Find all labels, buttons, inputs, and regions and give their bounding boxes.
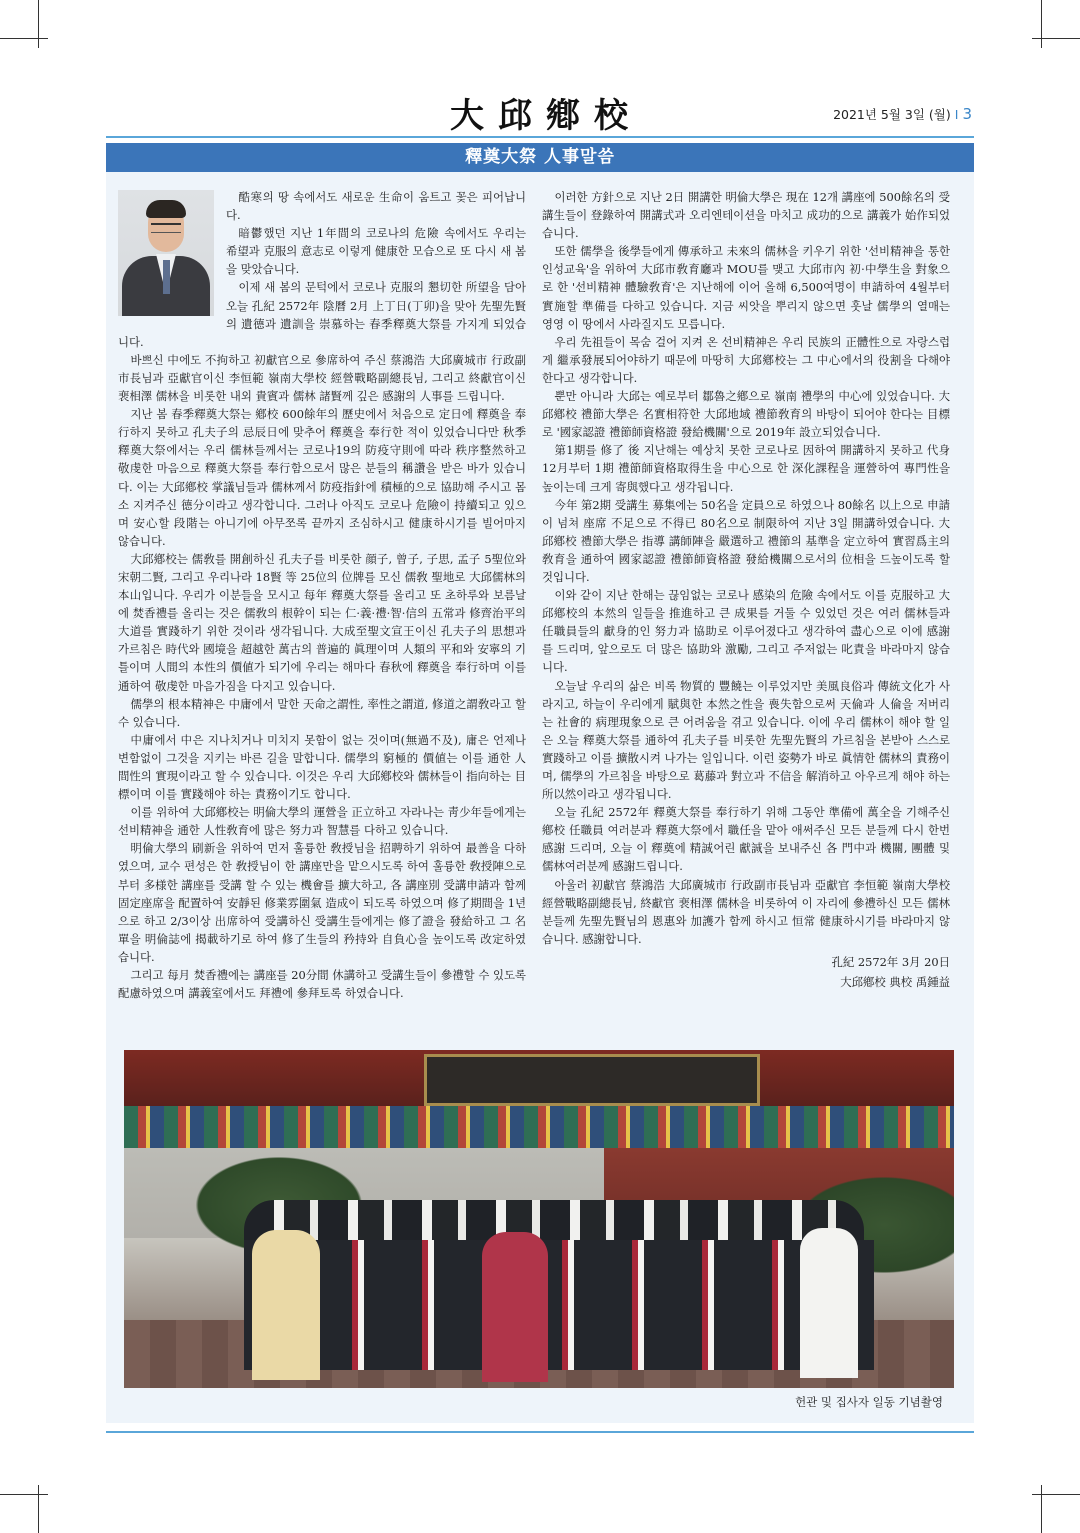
paragraph: 이러한 方針으로 지난 2日 開講한 明倫大學은 現在 12개 講座에 500餘名의 受講生들이 登錄하여 開講式과 오리엔테이션을 마치고 成功的으로 講義가 始作되었습니다. — [542, 190, 950, 241]
author-portrait — [118, 190, 214, 316]
page-number: 3 — [962, 105, 972, 123]
paragraph: 이를 위하여 大邱鄕校는 明倫大學의 運營을 正立하고 자라나는 靑少年들에게는 선비精神을 通한 人性敎育에 많은 努力과 智慧를 다하고 있습니다. — [118, 805, 526, 838]
signoff-name: 大邱鄕校 典校 禹鍾益 — [840, 974, 950, 989]
photo-caption: 헌관 및 집사자 일동 기념촬영 — [795, 1395, 943, 1409]
issue-date: 2021년 5월 3일 (월) — [833, 107, 951, 122]
paragraph: 酷寒의 땅 속에서도 새로운 生命이 움트고 꽃은 피어납니다. — [226, 190, 526, 223]
paragraph: 明倫大學의 刷新을 위하여 먼저 훌륭한 敎授님을 招聘하기 위하여 最善을 다하였으며, 교수 편성은 한 敎授님이 한 講座만을 맡으시도록 하여 훌륭한 敎授陣으로부터 多様한 講座를 受講 할 수 있는 機會를 擴大하고, 各 講座別 受講申請과 함께 固定座席을 配置하여 安靜된 修業雰圍氣 造成이 되도록 하였으며 修了期間을 1년으로 하고 2/3이상 出席하여 受講하신 受講生들에게는 修了證을 發給하고 그 名單을 明倫誌에 揭載하기로 하여 修了生들의 矜持와 自負心을 높이도록 改定하였습니다. — [118, 841, 526, 964]
paragraph: 지난 봄 春季釋奠大祭는 鄕校 600餘年의 歷史에서 처음으로 定日에 釋奠을 奉行하지 못하고 孔夫子의 忌辰日에 맞추어 釋奠을 奉行한 적이 있었습니다만 秋季釋奠大祭에서는 우리 儒林들께서는 코로나19의 防疫守則에 따라 秩序整然하고 敬虔한 마음으로 釋奠大祭를 奉行함으로서 많은 분들의 稱讚을 받은 바가 있습니다. 이는 大邱鄕校 掌議님들과 儒林께서 防疫指針에 積極的으로 協助해 주시고 몸소 지켜주신 德分이라고 생각합니다. 그러나 아직도 코로나 危險이 持續되고 있으며 安心할 段階는 아니기에 아무쪼록 끝까지 조심하시고 健康하시기를 빌어마지 않습니다. — [118, 407, 526, 548]
crop-mark — [1032, 38, 1080, 39]
bottom-rule — [106, 1431, 974, 1433]
crop-mark — [38, 0, 39, 48]
paragraph: 이제 새 봄의 문턱에서 코로나 克服의 懇切한 所望을 담아 오늘 孔紀 2572年 陰曆 2月 上丁日(丁卯)을 맞아 先聖先賢의 遺德과 遺訓을 崇慕하는 春季釋奠大祭를 가지게 되었습니다. — [118, 280, 526, 349]
paragraph: 뿐만 아니라 大邱는 예로부터 鄒魯之鄕으로 嶺南 禮學의 中心에 있었습니다. 大邱鄕校 禮節大學은 名實相符한 大邱地域 禮節敎育의 바탕이 되어야 한다는 目標로 '國家認證 禮節師資格證 發給機關'으로 2019年 設立되었습니다. — [542, 389, 950, 440]
group-photo — [124, 1050, 954, 1388]
paragraph: 오늘 孔紀 2572年 釋奠大祭를 奉行하기 위해 그동안 準備에 萬全을 기해주신 鄕校 任職員 여러분과 釋奠大祭에서 職任을 맡아 애써주신 모든 분들께 다시 한번 感謝 드리며, 오늘 이 釋奠에 精誠어린 獻誠을 보내주신 各 門中과 機關, 團體 및 儒林여러분께 感謝드립니다. — [542, 805, 950, 874]
crop-mark — [1041, 1485, 1042, 1533]
paragraph: 儒學의 根本精神은 中庸에서 말한 天命之謂性, 率性之謂道, 修道之謂敎라고 할 수 있습니다. — [118, 696, 526, 729]
crop-mark — [1032, 1494, 1080, 1495]
crop-mark — [38, 1485, 39, 1533]
paragraph: 우리 先祖들이 목숨 걸어 지켜 온 선비精神은 우리 民族의 正體性으로 자랑스럽게 繼承發展되어야하기 때문에 마땅히 大邱鄕校는 그 中心에서의 役割을 다해야 한다고 생각합니다. — [542, 334, 950, 385]
paragraph: 今年 第2期 受講生 募集에는 50名을 定員으로 하였으나 80餘名 以上으로 申請이 넘쳐 座席 不足으로 不得已 80名으로 制限하여 지난 3일 開講하였습니다. 大邱鄕校 禮節大學은 指導 講師陣을 嚴選하고 禮節의 基準을 定立하여 實習爲主의 敎育을 通하여 國家認證 禮節師資格證 發給機關으로서의 位相을 드높이도록 할 것입니다. — [542, 497, 950, 584]
dateline — [833, 105, 972, 123]
top-rule — [106, 136, 974, 138]
paragraph: 이와 같이 지난 한해는 끊임없는 코로나 感染의 危險 속에서도 이를 克服하고 大邱鄕校의 本然의 일들을 推進하고 큰 成果를 거둘 수 있었던 것은 여러 儒林들과 任職員들의 獻身的인 努力과 協助로 이루어졌다고 생각하여 盡心으로 이에 感謝를 드리며, 앞으로도 더 많은 協助와 激勵, 그리고 주저없는 叱責을 바라마지 않습니다. — [542, 588, 950, 675]
article-title: 釋奠大祭 人事말씀 — [106, 143, 974, 172]
paragraph: 오늘날 우리의 삶은 비록 物質的 豐饒는 이루었지만 美風良俗과 傳統文化가 사라지고, 하늘이 우리에게 賦與한 本然之性을 喪失함으로써 天倫과 人倫을 저버리는 社會的 病理現象으로 큰 어려움을 겪고 있습니다. 이에 우리 儒林이 해야 할 일은 오늘 釋奠大祭를 通하여 孔夫子를 비롯한 先聖先賢의 가르침을 본받아 스스로 實踐하고 이를 擴散시켜 나가는 일입니다. 이런 姿勢가 바로 眞情한 儒林의 責務이며, 儒學의 가르침을 바탕으로 葛藤과 對立과 不信을 解消하고 아우르게 해야 하는 所以然이라고 생각됩니다. — [542, 678, 950, 802]
separator: I — [954, 107, 959, 122]
paragraph: 바쁘신 中에도 不拘하고 初獻官으로 參席하여 주신 蔡鴻浩 大邱廣城市 行政副市長님과 亞獻官이신 李恒範 嶺南大學校 經營戰略副總長님, 그리고 終獻官이신 裵相澤 儒林을 비롯한 내외 貴賓과 儒林 諸賢께 깊은 感謝의 人事를 드립니다. — [118, 352, 526, 404]
crop-mark — [0, 1494, 48, 1495]
signoff — [542, 952, 950, 992]
article-column-right — [542, 188, 950, 992]
paragraph: 또한 儒學을 後學들에게 傳承하고 未來의 儒林을 키우기 위한 '선비精神을 통한 인성교육'을 위하여 大邱市敎育廳과 MOU를 맺고 大邱市內 初·中學生을 對象으로 한 '선비精神 體驗敎育'은 지난해에 이어 올해 6,500여명이 申請하여 4월부터 實施할 準備를 다하고 있습니다. 지금 씨앗을 뿌리지 않으면 훗날 儒學의 열매는 영영 이 땅에서 사라질지도 모릅니다. — [542, 244, 950, 331]
masthead: 大邱鄕校 — [450, 96, 642, 136]
crop-mark — [1041, 0, 1042, 48]
paragraph: 아울러 初獻官 蔡鴻浩 大邱廣城市 行政副市長님과 亞獻官 李恒範 嶺南大學校 經營戰略副總長님, 終獻官 裵相澤 儒林을 비롯하여 이 자리에 參禮하신 모든 儒林분들께 先聖先賢님의 恩惠와 加護가 함께 하시고 恒常 健康하시기를 바라마지 않습니다. 感謝합니다. — [542, 877, 950, 946]
paragraph: 그리고 每月 焚香禮에는 講座를 20分間 休講하고 受講生들이 參禮할 수 있도록 配慮하였으며 講義室에서도 拜禮에 參拜토록 하였습니다. — [118, 968, 526, 1001]
article-column-left — [118, 188, 526, 1002]
crop-mark — [0, 38, 48, 39]
paragraph: 暗鬱했던 지난 1年間의 코로나의 危險 속에서도 우리는 希望과 克服의 意志로 이렇게 健康한 모습으로 또 다시 새 봄을 맞았습니다. — [226, 226, 526, 277]
paragraph: 第1期를 修了 後 지난해는 예상치 못한 코로나로 因하여 開講하지 못하고 代身 12月부터 1期 禮節師資格取得生을 中心으로 한 深化課程을 運營하여 專門性을 높이는데 크게 寄與했다고 생각됩니다. — [542, 443, 950, 494]
paragraph: 大邱鄕校는 儒敎를 開創하신 孔夫子를 비롯한 顔子, 曾子, 子思, 孟子 5聖位와 宋朝二賢, 그리고 우리나라 18賢 等 25位의 位牌를 모신 儒敎 聖地로 大邱儒林의 本山입니다. 우리가 이분들을 모시고 每年 釋奠大祭를 올리고 또 초하루와 보름날에 焚香禮를 올리는 것은 儒敎의 根幹이 되는 仁·義·禮·智·信의 五常과 修齊治平의 大道를 實踐하기 위한 것이라 생각됩니다. 大成至聖文宣王이신 孔夫子의 思想과 가르침은 時代와 國境을 超越한 萬古의 普遍的 眞理이며 人類의 平和와 安寧의 기틀이며 人間의 本性의 價値가 되기에 우리는 해마다 春秋에 釋奠을 奉行하며 이를 通하여 敬虔한 마음가짐을 다지고 있습니다. — [118, 551, 526, 693]
signoff-date: 孔紀 2572年 3月 20日 — [831, 954, 950, 969]
paragraph: 中庸에서 中은 지나치거나 미치지 못함이 없는 것이며(無過不及), 庸은 언제나 변함없이 그것을 지키는 바른 길을 말합니다. 儒學의 窮極的 價値는 이를 通한 人間性의 實現이라고 할 수 있습니다. 이것은 우리 大邱鄕校와 儒林들이 指向하는 目標이며 이를 實踐해야 하는 責務이기도 합니다. — [118, 732, 526, 802]
